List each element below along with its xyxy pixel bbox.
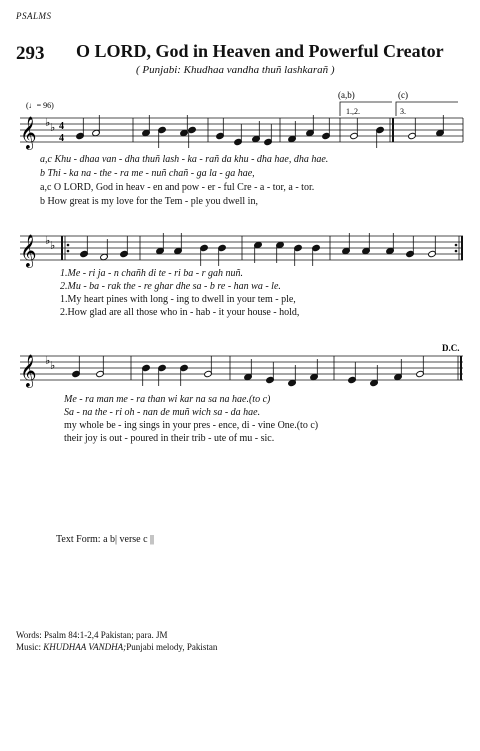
- music-credit-label: Music:: [16, 642, 44, 652]
- notes: [72, 356, 425, 387]
- lyric-line: 2.How glad are all those who in - hab - it your house - hold,: [60, 307, 300, 318]
- staff-system-2: [0, 222, 480, 272]
- flat-icon: ♭: [45, 116, 51, 129]
- ending-label-ab: (a,b): [338, 90, 355, 100]
- section-label: PSALMS: [16, 11, 52, 21]
- lyric-line: my whole be - ing sings in your pres - ence, di - vine One.(to c): [64, 420, 319, 431]
- lyric-line: their joy is out - poured in their trib - ute of mu - sic.: [64, 433, 275, 444]
- lyric-line: 1.My heart pines with long - ing to dwell in your tem - ple,: [60, 294, 296, 305]
- hymn-subtitle: ( Punjabi: Khudhaa vandha thuñ lashkarañ ): [136, 64, 335, 76]
- dc-mark: D.C.: [442, 343, 460, 353]
- tempo-mark: (♩= 96): [26, 101, 54, 110]
- flat-icon: ♭: [50, 239, 56, 252]
- notes: [80, 233, 437, 266]
- lyric-line: Me - ra man me - ra than wi kar na sa na hae.(to c): [64, 394, 271, 405]
- lyric-line: 1.Me - ri ja - n chañh di te - ri ba - r gah nuñ.: [60, 268, 244, 279]
- notes: [76, 115, 445, 148]
- lyric-line: b Thi - ka na - the - ra me - nuñ chañ - ga la - ga hae,: [40, 168, 255, 179]
- music-credit-origin: Punjabi melody, Pakistan: [126, 642, 218, 652]
- treble-clef-icon: 𝄞: [20, 354, 37, 387]
- lyric-line: Sa - na the - ri oh - nan de muñ wich sa - da hae.: [64, 407, 261, 418]
- treble-clef-icon: 𝄞: [20, 116, 37, 149]
- treble-clef-icon: 𝄞: [20, 234, 37, 267]
- staff-system-3: [0, 340, 480, 396]
- flat-icon: ♭: [50, 121, 56, 134]
- ending-label-c: (c): [398, 90, 408, 100]
- flat-icon: ♭: [45, 354, 51, 367]
- lyric-line: 2.Mu - ba - rak the - re ghar dhe sa - b re - han wa - le.: [60, 281, 281, 292]
- hymn-title: O LORD, God in Heaven and Powerful Creator: [76, 41, 444, 61]
- staff-system-1: [0, 88, 480, 158]
- time-signature-bottom: 4: [59, 133, 64, 144]
- music-credit: [16, 642, 217, 652]
- lyric-line: a,c Khu - dhaa van - dha thuñ lash - ka - rañ da khu - dha hae, dha hae.: [40, 154, 329, 165]
- music-tune-name: KHUDHAA VANDHA;: [43, 642, 127, 652]
- lyric-line: b How great is my love for the Tem - ple you dwell in,: [40, 196, 258, 207]
- lyric-line: a,c O LORD, God in heav - en and pow - er - ful Cre - a - tor, a - tor.: [40, 182, 315, 193]
- text-form-note: Text Form: a b| verse c ||: [56, 534, 155, 545]
- first-ending-label: 1.,2.: [346, 107, 360, 116]
- staff-lines: [20, 236, 463, 260]
- flat-icon: ♭: [50, 359, 56, 372]
- hymn-number: 293: [16, 43, 45, 64]
- time-signature-top: 4: [59, 121, 64, 132]
- third-ending-label: 3.: [400, 107, 406, 116]
- flat-icon: ♭: [45, 234, 51, 247]
- words-credit: Words: Psalm 84:1-2,4 Pakistan; para. JM: [16, 630, 168, 640]
